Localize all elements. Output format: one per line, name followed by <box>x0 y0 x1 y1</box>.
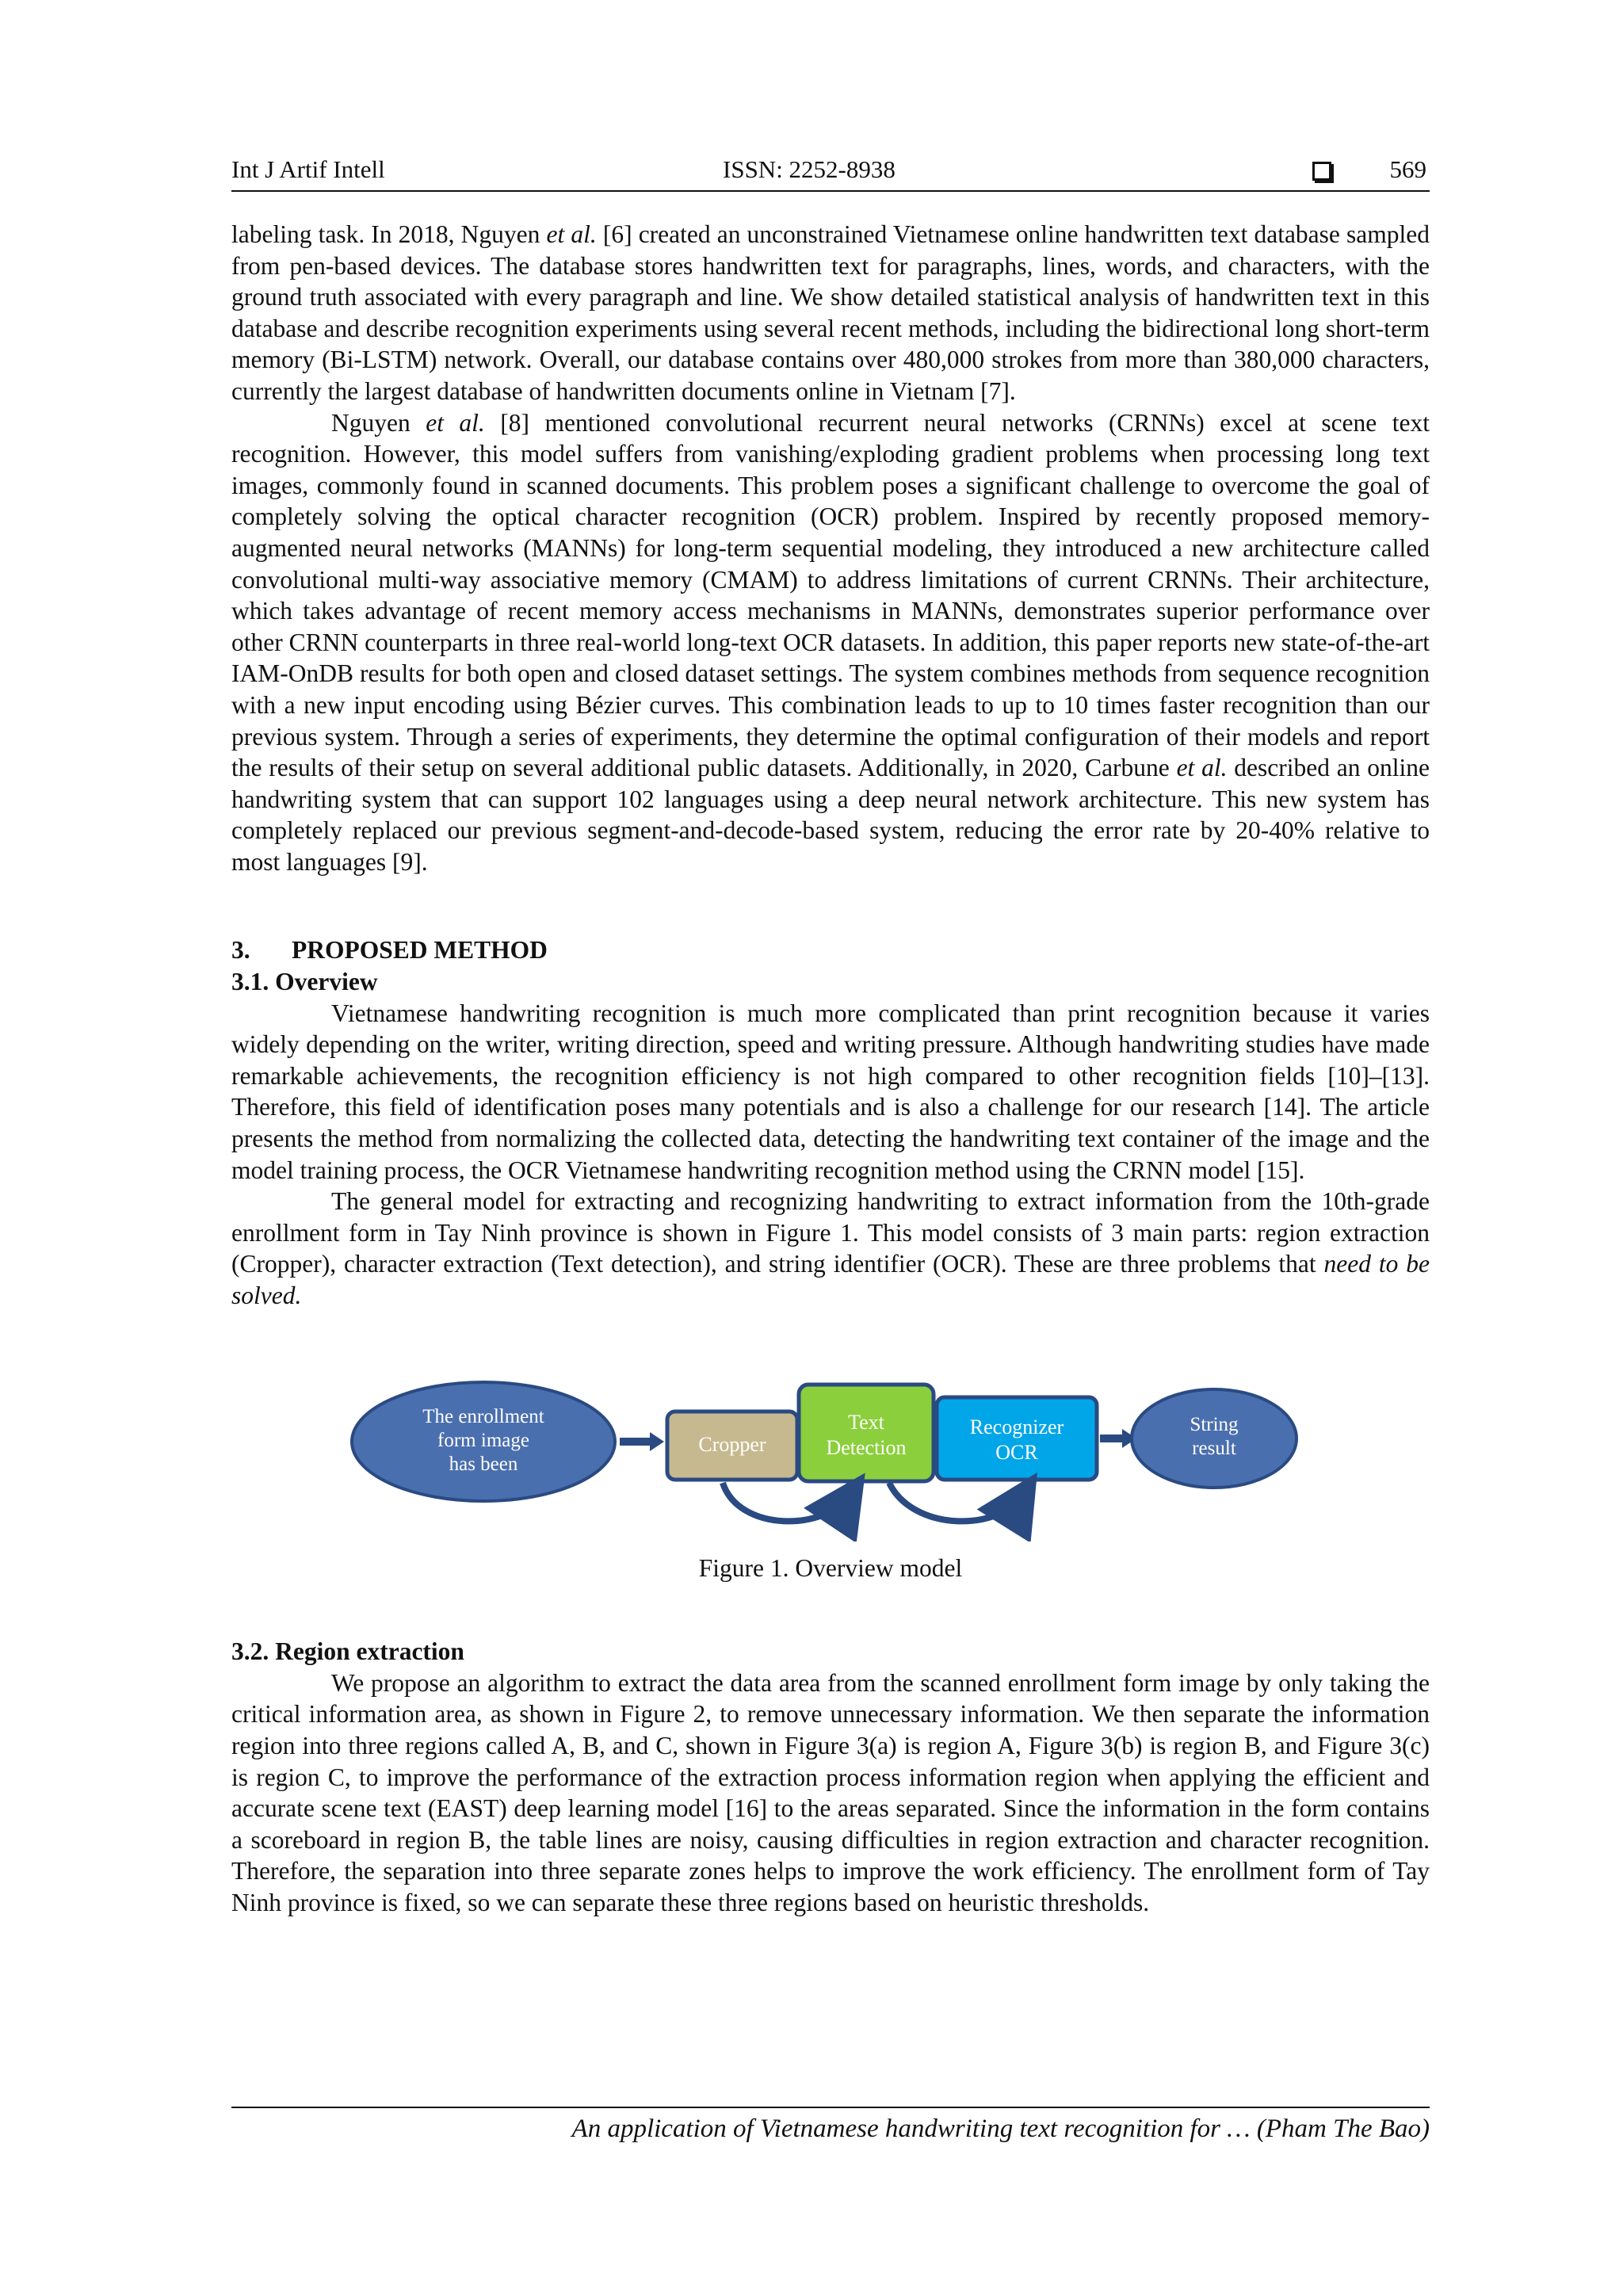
region-paragraph: We propose an algorithm to extract the data area from the scanned enrollment form image by only taking the critical information area, as shown in Figure 2, to remove unnecessary information. We then separate the information region into three regions called A, B, and C, shown in Figure 3(a) is region A, Figure 3(b) is region B, and Figure 3(c) is region C, to improve the performance of the extraction process information region when applying the efficient and accurate scene text (EAST) deep learning model [16] to the areas separated. Since the information in the form contains a scoreboard in region B, the table lines are noisy, causing difficulties in region extraction and character recognition. Therefore, the separation into three separate zones helps to improve the work efficiency. The enrollment form of Tay Ninh province is fixed, so we can separate these three regions based on heuristic thresholds. <box>231 1668 1430 1916</box>
para2-text-c: described an online handwriting system that can support 102 languages using a deep neural network architecture. This new system has completely replaced our previous segment-and-decode-based system, reducing the error rate by 20-40% relative to most languages [9]. <box>231 754 1430 876</box>
para2-text-b: [8] mentioned convolutional recurrent neural networks (CRNNs) excel at scene text recognition. However, this model suffers from vanishing/exploding gradient problems when processing long text images, commonly found in scanned documents. This problem poses a significant challenge to overcome the goal of completely solving the optical character recognition (OCR) problem. Inspired by recently proposed memory-augmented neural networks (MANNs) for long-term sequential modeling, they introduced a new architecture called convolutional multi-way associative memory (CMAM) to address limitations of current CRNNs. Their architecture, which takes advantage of recent memory access mechanisms in MANNs, demonstrates superior performance over other CRNN counterparts in three real-world long-text OCR datasets. In addition, this paper reports new state-of-the-art IAM-OnDB results for both open and closed dataset settings. The system combines methods from sequence recognition with a new input encoding using Bézier curves. This combination leads to up to 10 times faster recognition than our previous system. Through a series of experiments, they determine the optimal configuration of their models and report the results of their setup on several additional public datasets. Additionally, in 2020, Carbune <box>231 408 1430 782</box>
body-text <box>231 219 1430 1919</box>
section-heading <box>231 934 1430 966</box>
overview-paragraph-2 <box>231 1186 1430 1311</box>
curved-arrow-2 <box>889 1483 1024 1521</box>
subsection-heading-overview: 3.1. Overview <box>231 968 378 996</box>
overview-diagram <box>350 1362 1311 1541</box>
para1-text-b: [6] created an unconstrained Vietnamese online handwritten text database sampled from pen-based devices. The database stores handwritten text for paragraphs, lines, words, and characters, with the ground truth associated with every paragraph and line. We show detailed statistical analysis of handwritten text in this database and describe recognition experiments using several recent methods, including the bidirectional long short-term memory (Bi-LSTM) network. Overall, our database contains over 480,000 strokes from more than 380,000 characters, currently the largest database of handwritten documents online in Vietnam [7]. <box>231 220 1430 405</box>
section-number: 3. <box>231 936 250 965</box>
square-icon <box>1312 162 1331 181</box>
para2-etal-2: et al. <box>1176 754 1228 782</box>
result-label-2: result <box>1192 1437 1236 1459</box>
page-number: 569 <box>1389 155 1426 183</box>
overview-paragraph-1: Vietnamese handwriting recognition is much more complicated than print recognition because it varies widely depending on the writer, writing direction, speed and writing pressure. Although handwriting studies have made remarkable achievements, the recognition efficiency is not high compared to other recognition fields [10]–[13]. Therefore, this field of identification poses many potentials and is also a challenge for our research [14]. The article presents the method from normalizing the collected data, detecting the handwriting text container of the image and the model training process, the OCR Vietnamese handwriting recognition method using the CRNN model [15]. <box>231 999 1430 1184</box>
para1-text-a: labeling task. In 2018, Nguyen <box>231 220 547 248</box>
para2-text-a: Nguyen <box>331 408 426 437</box>
para1-etal: et al. <box>546 220 597 248</box>
paragraph-1 <box>231 219 1430 407</box>
arrow-head-1 <box>650 1432 664 1451</box>
result-label-1: String <box>1190 1413 1239 1435</box>
recognizer-box <box>937 1397 1097 1480</box>
text-detection-label-1: Text <box>848 1410 884 1434</box>
figure-caption: Figure 1. Overview model <box>698 1553 963 1582</box>
input-label-3: has been <box>449 1453 518 1475</box>
running-header <box>231 155 1430 192</box>
overview-p2-italic: need to be solved. <box>231 1250 1430 1309</box>
input-label-1: The enrollment <box>422 1405 544 1427</box>
curved-arrow-1 <box>723 1483 851 1521</box>
cropper-label: Cropper <box>698 1432 766 1456</box>
recognizer-label-1: Recognizer <box>969 1415 1064 1438</box>
overview-p2-text: The general model for extracting and recognizing handwriting to extract information from the 10th-grade enrollment form in Tay Ninh province is shown in Figure 1. This model consists of 3 main parts: region extraction (Cropper), character extraction (Text detection), and string identifier (OCR). These are three problems that <box>231 1187 1430 1278</box>
paragraph-2 <box>231 407 1430 878</box>
subsection-heading-region: 3.2. Region extraction <box>231 1637 464 1666</box>
issn: ISSN: 2252-8938 <box>723 155 896 183</box>
text-detection-label-2: Detection <box>826 1435 907 1459</box>
running-footer: An application of Vietnamese handwriting text recognition for … (Pham The Bao) <box>231 2107 1430 2144</box>
section-title: PROPOSED METHOD <box>292 936 548 965</box>
figure-1 <box>231 1362 1430 1541</box>
journal-name: Int J Artif Intell <box>231 155 385 183</box>
para2-etal-1: et al. <box>426 408 485 437</box>
recognizer-label-2: OCR <box>995 1440 1038 1464</box>
input-label-2: form image <box>437 1429 529 1451</box>
